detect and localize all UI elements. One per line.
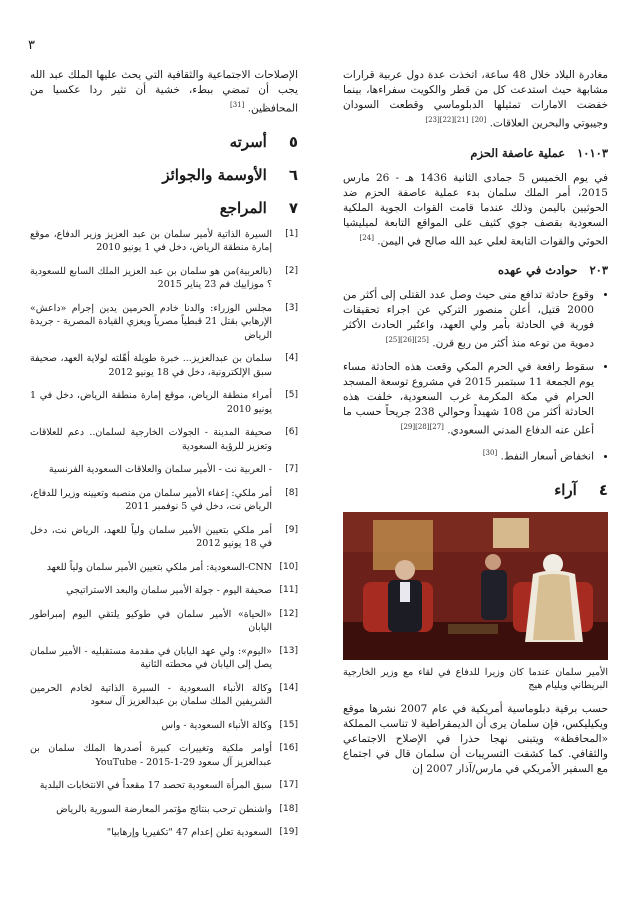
citation[interactable]: [30] [482, 449, 498, 457]
citation[interactable]: [27][28][29] [400, 422, 444, 431]
reference-item[interactable]: [18] واشنطن ترحب بنتائج مؤتمر المعارضة السورية بالرياض [56, 803, 298, 815]
reference-item[interactable]: [3] مجلس الوزراء: والدنا خادم الحرمين يدين إجرام «داعش» الإرهابي بقتل 21 قبطياً مصرياً ويعزي القيادة المصرية - جريدة الرياض [30, 302, 298, 341]
subsection-heading: ٢٠٣ حوادث في عهده [497, 263, 608, 277]
citation[interactable]: [31] [229, 101, 245, 109]
reference-item[interactable]: [12] «الحياة» الأمير سلمان في طوكيو يلتقي اليوم إمبراطور اليابان [30, 608, 298, 633]
reference-item[interactable]: [10] CNN-السعودية: أمر ملكي بتعيين الأمير سلمان ولياً للعهد [46, 561, 298, 573]
references-list [30, 228, 298, 840]
reference-item[interactable]: [5] أمراء منطقة الرياض، موقع إمارة منطقة الرياض، دخل في 1 يونيو 2010 [30, 390, 298, 415]
list-item: • انخفاض أسعار النفط. [30] [343, 446, 594, 465]
left-column [30, 68, 298, 850]
page-number: ٣ [28, 38, 35, 53]
section-heading: ٧ المراجع [219, 198, 298, 217]
list-item: • وقوع حادثة تدافع منى حيث وصل عدد القتلى إلى أكثر من 2000 قتيل، أعلن منصور التركي عن اجراء تحقيقات فورية في الحادثة بأمر ولي العهد، واعتُبر الحادث الأكثر دموية من نوعه منذ أكثر من ربع قرن. [25][26][25] [343, 288, 594, 352]
reference-item[interactable]: [11] صحيفة اليوم - جولة الأمير سلمان والبعد الاستراتيجي [66, 585, 298, 596]
reference-item[interactable]: [13] «اليوم»: ولي عهد اليابان في مقدمة مستقبليه - الأمير سلمان يصل إلى اليابان في محطته الثانية [30, 645, 298, 670]
citation[interactable]: [21][22][23] [425, 116, 469, 124]
subsection-heading: ١٠١٠٣ عملية عاصفة الحزم [470, 145, 608, 160]
storm-paragraph: في يوم الخميس 5 جمادى الثانية 1436 هـ - 26 مارس 2015، أمر الملك سلمان بدء عملية عاصفة الحزم ضد الحوثيين باليمن وذلك عندما قامت القوات الجوية الملكية السعودية بقصف جوي كثيف على المواقع التابعة لميليشيا الحوثي والقوات التابعة لعلي عبد الله صالح في اليمن. [24] [343, 171, 608, 247]
reference-item[interactable]: [16] أوامر ملكية وتغييرات كبيرة أصدرها الملك سلمان بن عبدالعزيز آل سعود 29-1-2015 - YouTube [30, 743, 298, 768]
section-heading: ٤ آراء [554, 480, 608, 499]
reference-item[interactable]: [1] السيرة الذاتية لأمير سلمان بن عبد العزيز وزير الدفاع، موقع إمارة منطقة الرياض، دخل في 1 يونيو 2010 [30, 228, 298, 253]
meeting-photo [343, 512, 608, 660]
continuation-paragraph: الإصلاحات الاجتماعية والثقافية التي يحث عليها الملك عبد الله يجب أن تمضي ببطء، خشية أن تثير ردا عكسيا من المحافظين. [31] [30, 69, 298, 115]
meeting-photo-illustration [343, 512, 608, 660]
opinions-paragraph: حسب برقية دبلوماسية أمريكية في عام 2007 نشرها موقع ويكيليكس، فإن سلمان يرى أن الديمقراطية لا تناسب المملكة «المحافظة» ويتبنى نهجا حذرا في الإصلاح الاجتماعي والثقافي. كما كشفت التسريبات أن سلمان قال في اجتماع مع السفير الأمريكي في مارس/آذار 2007 إن [343, 702, 608, 775]
reference-item[interactable]: [17] سبق المرأة السعودية تحصد 17 مقعداً في الانتخابات البلدية [39, 780, 298, 791]
intro-paragraph: مغادرة البلاد خلال 48 ساعة، اتخذت عدة دول عربية قرارات مشابهة حيث استدعت كل من قطر والكويت سفراءها، بينما خفضت الامارات تمثيلها الدبلوماسي وقطعت السودان وجيبوتي والبحرين العلاقات. [20] [21][22][23] [343, 69, 609, 130]
reference-item[interactable]: [19] السعودية تعلن إعدام 47 "تكفيريا وإرهابيا" [106, 827, 298, 838]
section-heading: ٦ الأوسمة والجوائز [162, 165, 298, 184]
right-column [343, 68, 608, 783]
reference-item[interactable]: [8] أمر ملكي: إعفاء الأمير سلمان من منصبه وتعيينه وزيرا للدفاع، الرياض نت، دخل في 5 نوفمبر 2011 [30, 487, 298, 512]
citation[interactable]: [20] [471, 116, 487, 124]
reference-item[interactable]: [7] - العربية نت - الأمير سلمان والعلاقات السعودية الفرنسية [48, 464, 298, 475]
citation[interactable]: [24] [359, 233, 374, 242]
reference-item[interactable]: [6] صحيفة المدينة - الجولات الخارجية لسلمان.. دعم للعلاقات وتعزيز للرؤية السعودية [30, 427, 298, 452]
incidents-list [343, 288, 608, 465]
reference-item[interactable]: [15] وكالة الأنباء السعودية - واس [161, 719, 298, 731]
reference-item[interactable]: [14] وكالة الأنباء السعودية - السيرة الذاتية لخادم الحرمين الشريفين الملك سلمان بن عبدالعزيز آل سعود [30, 682, 298, 707]
citation[interactable]: [25][26][25] [385, 336, 429, 344]
section-heading: ٥ أسرته [229, 132, 298, 151]
reference-item[interactable]: [9] أمر ملكي بتعيين الأمير سلمان ولياً للعهد، الرياض نت، دخل في 18 يونيو 2012 [30, 524, 298, 549]
list-item: • سقوط رافعة في الحرم المكي وقعت هذه الحادثة مساء يوم الجمعة 11 سبتمبر 2015 في مشروع توسعة المسجد الحرام في مكة المكرمة غرب السعودية، خلفت هذه الحادثة أكثر من 108 شهيداً وحوالي 238 جريحاً حسب ما أعلن عنه الدفاع المدني السعودي. [27][28][29] [343, 360, 594, 439]
photo-caption: الأمير سلمان عندما كان وزيرا للدفاع في لقاء مع وزير الخارجية البريطاني ويليام هيج [343, 666, 608, 691]
reference-item[interactable]: [2] (بالعربية)من هو سلمان بن عبد العزيز الملك السابع للسعودية ؟ موزاييك فم 23 يناير 2015 [30, 265, 298, 290]
reference-item[interactable]: [4] سلمان بن عبدالعزيز... خبرة طويلة أهّلته لولاية العهد، صحيفة سبق الإلكترونية، دخل في 18 يونيو 2012 [30, 353, 298, 378]
